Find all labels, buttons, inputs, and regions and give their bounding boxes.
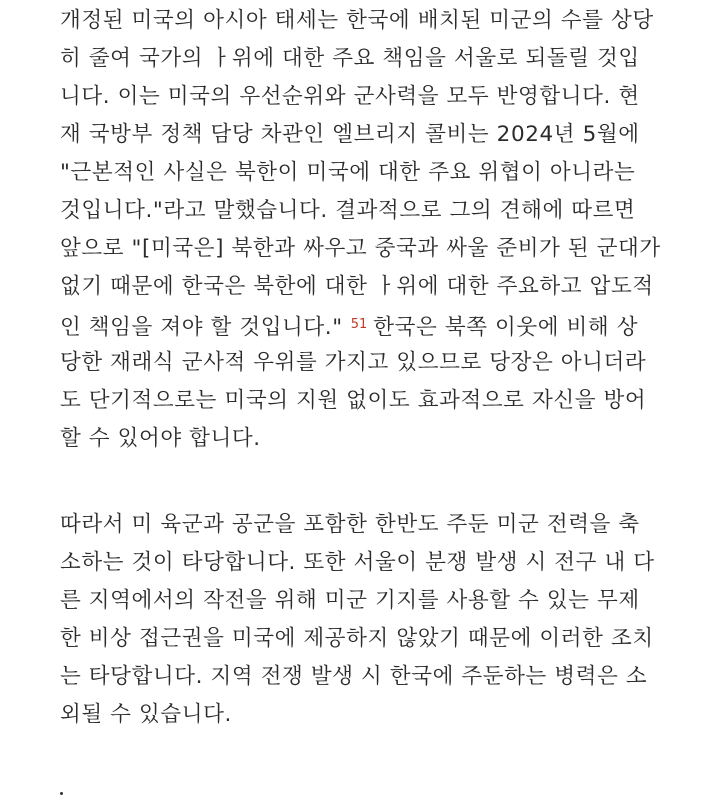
text-line: 외될 수 있습니다. xyxy=(60,702,232,727)
paragraph-1 xyxy=(60,2,690,458)
text-line: 한 비상 접근권을 미국에 제공하지 않았기 때문에 이러한 조치 xyxy=(60,626,654,651)
text-line: 따라서 미 육군과 공군을 포함한 한반도 주둔 미군 전력을 축 xyxy=(60,512,640,537)
stray-dot xyxy=(60,792,63,795)
text-line: 재 국방부 정책 담당 차관인 엘브리지 콜비는 2024년 5월에 xyxy=(60,122,640,147)
text-line: 니다. 이는 미국의 우선순위와 군사력을 모두 반영합니다. 현 xyxy=(60,84,640,109)
footnote-link[interactable]: 51 xyxy=(350,317,368,332)
text-line: 할 수 있어야 합니다. xyxy=(60,426,261,451)
text-line-with-footnote xyxy=(60,306,690,344)
text-line: 앞으로 "[미국은] 북한과 싸우고 중국과 싸울 준비가 된 군대가 xyxy=(60,236,661,261)
text-line: 당한 재래식 군사적 우위를 가지고 있으므로 당장은 아니더라 xyxy=(60,350,647,375)
text-line: 소하는 것이 타당합니다. 또한 서울이 분쟁 발생 시 전구 내 다 xyxy=(60,550,655,575)
text-line: 없기 때문에 한국은 북한에 대한 ㅏ위에 대한 주요하고 압도적 xyxy=(60,274,654,299)
text-line: 른 지역에서의 작전을 위해 미군 기지를 사용할 수 있는 무제 xyxy=(60,588,640,613)
paragraph-spacer xyxy=(60,458,690,506)
text-segment: 한국은 북쪽 이웃에 비해 상 xyxy=(373,315,639,340)
text-segment: 인 책임을 져야 할 것입니다." xyxy=(60,315,343,340)
article-body xyxy=(60,2,690,734)
paragraph-2 xyxy=(60,506,690,734)
text-line: 개정된 미국의 아시아 태세는 한국에 배치된 미군의 수를 상당 xyxy=(60,8,654,33)
text-line: 히 줄여 국가의 ㅏ위에 대한 주요 책임을 서울로 되돌릴 것입 xyxy=(60,46,640,71)
text-line: "근본적인 사실은 북한이 미국에 대한 주요 위협이 아니라는 xyxy=(60,160,636,185)
text-line: 는 타당합니다. 지역 전쟁 발생 시 한국에 주둔하는 병력은 소 xyxy=(60,664,648,689)
text-line: 도 단기적으로는 미국의 지원 없이도 효과적으로 자신을 방어 xyxy=(60,388,647,413)
text-line: 것입니다."라고 말했습니다. 결과적으로 그의 견해에 따르면 xyxy=(60,198,636,223)
